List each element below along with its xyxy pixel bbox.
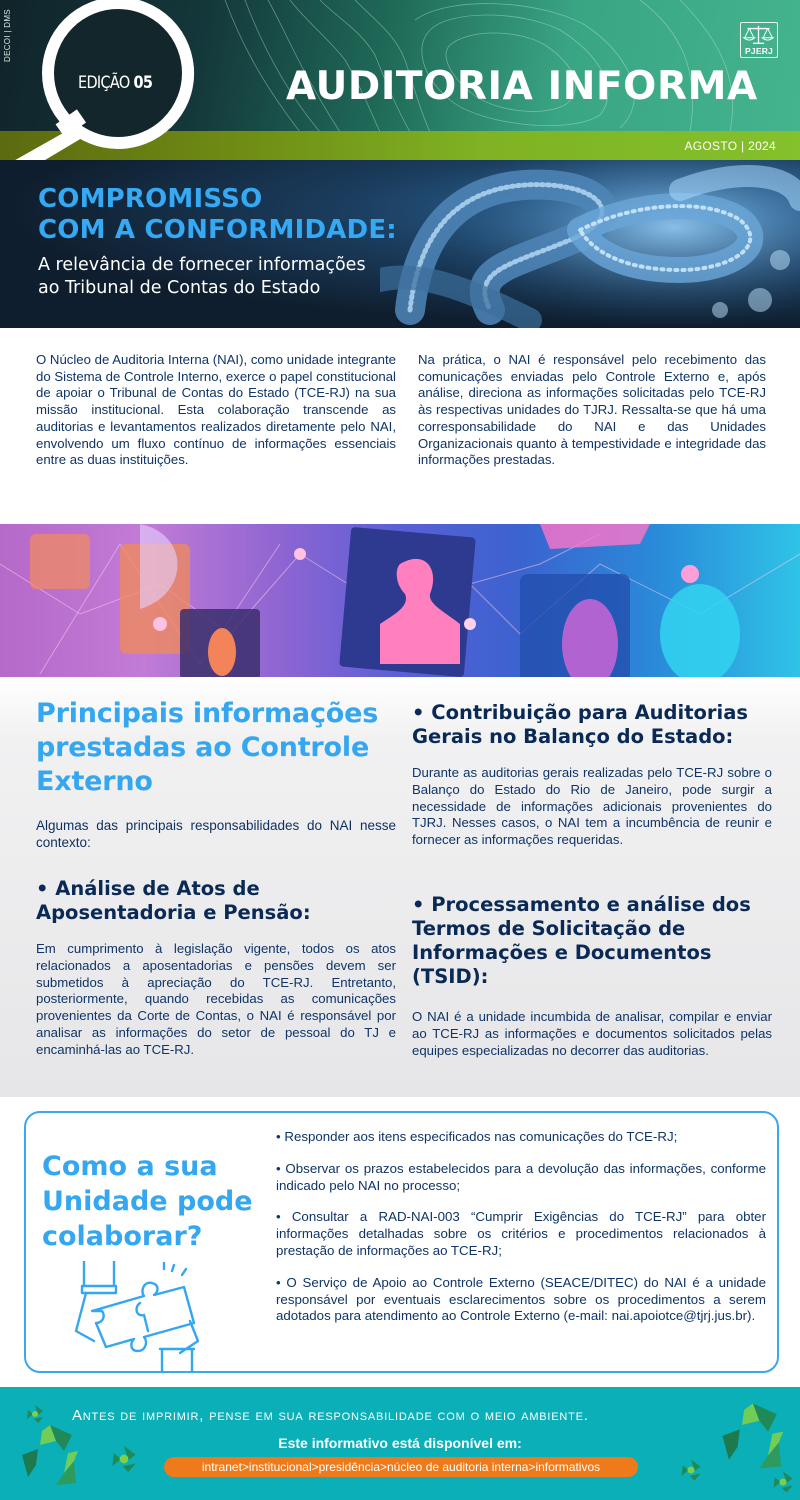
department-label: DECOI | DMS — [3, 9, 12, 63]
collaboration-box — [24, 1111, 779, 1373]
issue-date: AGOSTO | 2024 — [684, 139, 776, 153]
section-title: Principais informações prestadas ao Controle Externo — [36, 698, 379, 797]
main-content — [0, 677, 800, 1097]
hero-title — [38, 184, 397, 246]
subsection-heading-balanco: • Contribuição para Auditorias Gerais no Balanço do Estado: — [412, 701, 748, 748]
collaboration-item: • O Serviço de Apoio ao Controle Externo (SEACE/DITEC) do NAI é a unidade responsável por eventuais esclarecimentos sobre os procedimentos a serem adotados para atendimento ao Controle Externo (e-mail: nai.apoiotce@tjrj.jus.br). — [276, 1274, 766, 1324]
logo-text: PJERJ — [745, 46, 773, 56]
subsection-heading-aposentadoria: • Análise de Atos de Aposentadoria e Pensão: — [36, 877, 311, 924]
subsection-body-balanco: Durante as auditorias gerais realizadas pelo TCE-RJ sobre o Balanço do Estado do Rio de Janeiro, pode surgir a necessidade de informações adicionais provenientes do TJRJ. Nesses casos, o NAI tem a incumbência de reunir e fornecer as informações requeridas. — [412, 765, 772, 848]
hero-title-line-1: COMPROMISSO — [38, 184, 263, 214]
section-lead: Algumas das principais responsabilidades do NAI nesse contexto: — [36, 818, 396, 850]
newsletter-title: AUDITORIA INFORMA — [286, 64, 758, 109]
edition-label — [78, 73, 152, 93]
pjerj-logo — [740, 22, 778, 58]
hero-subtitle — [38, 254, 366, 300]
scales-of-justice-icon — [741, 23, 776, 47]
newsletter-header — [0, 0, 800, 160]
intro-paragraph-left: O Núcleo de Auditoria Interna (NAI), como unidade integrante do Sistema de Controle Interno, exerce o papel constitucional de apoiar o Tribunal de Contas do Estado (TCE-RJ) na sua missão institucional. Esta colaboração transcende as auditorias e levantamentos realizados diretamente pelo NAI, envolvendo um fluxo contínuo de informações essenciais entre as duas instituições. — [36, 352, 396, 468]
collaboration-item: • Observar os prazos estabelecidos para a devolução das informações, conforme indicado pelo NAI no processo; — [276, 1160, 766, 1193]
digital-chain-illustration — [380, 160, 800, 328]
hero-title-line-2: COM A CONFORMIDADE: — [38, 215, 397, 245]
subsection-body-aposentadoria: Em cumprimento à legislação vigente, todos os atos relacionados a aposentadorias e pensões devem ser submetidos à apreciação do TCE-RJ. Entretanto, posteriormente, quando recebidas as comunicações provenientes da Corte de Contas, o NAI é responsável por analisar as informações do setor de pessoal do TJ e encaminhá-las ao TCE-RJ. — [36, 941, 396, 1057]
network-people-illustration — [0, 524, 800, 677]
collaboration-title: Como a sua Unidade pode colaborar? — [42, 1151, 253, 1252]
edition-text: EDIÇÃO — [78, 73, 130, 93]
footer — [0, 1387, 800, 1500]
hero-subtitle-line-1: A relevância de fornecer informações — [38, 255, 366, 275]
intranet-path-link[interactable]: intranet>institucional>presidência>núcleo de auditoria interna>informativos — [164, 1457, 638, 1477]
hero-banner — [0, 160, 800, 328]
subsection-body-tsid: O NAI é a unidade incumbida de analisar, compilar e enviar ao TCE-RJ as informações e documentos solicitados pelas equipes especializadas no decorrer das auditorias. — [412, 1009, 772, 1058]
puzzle-hands-icon — [74, 1261, 204, 1373]
recycle-icon — [678, 1457, 704, 1483]
hero-subtitle-line-2: ao Tribunal de Contas do Estado — [38, 278, 321, 298]
network-people-graphic — [0, 524, 800, 677]
collaboration-item: • Responder aos itens especificados nas comunicações do TCE-RJ; — [276, 1129, 678, 1144]
recycle-icon — [770, 1469, 796, 1495]
intro-paragraph-right: Na prática, o NAI é responsável pelo recebimento das comunicações enviadas pelo Controle Externo e, após análise, direciona as informações solicitadas pelo TCE-RJ às respectivas unidades do TJRJ. Ressalta-se que há uma corresponsabilidade do NAI e das Unidades Organizacionais quanto à tempestividade e integridade das informações prestadas. — [418, 352, 766, 468]
availability-label: Este informativo está disponível em: — [278, 1435, 522, 1451]
intro-section — [0, 328, 800, 524]
environment-notice: Antes de imprimir, pense em sua responsabilidade com o meio ambiente. — [72, 1407, 589, 1424]
collaboration-list — [276, 1129, 766, 1340]
collaboration-item: • Consultar a RAD-NAI-003 “Cumprir Exigências do TCE-RJ” para obter informações detalhadas sobre os critérios e procedimentos relacionados à prestação de informações ao TCE-RJ; — [276, 1209, 766, 1258]
recycle-icon — [24, 1403, 46, 1425]
recycle-icon — [20, 1421, 84, 1491]
edition-number: 05 — [133, 73, 153, 93]
subsection-heading-tsid: • Processamento e análise dos Termos de Solicitação de Informações e Documentos (TSID): — [412, 893, 751, 988]
